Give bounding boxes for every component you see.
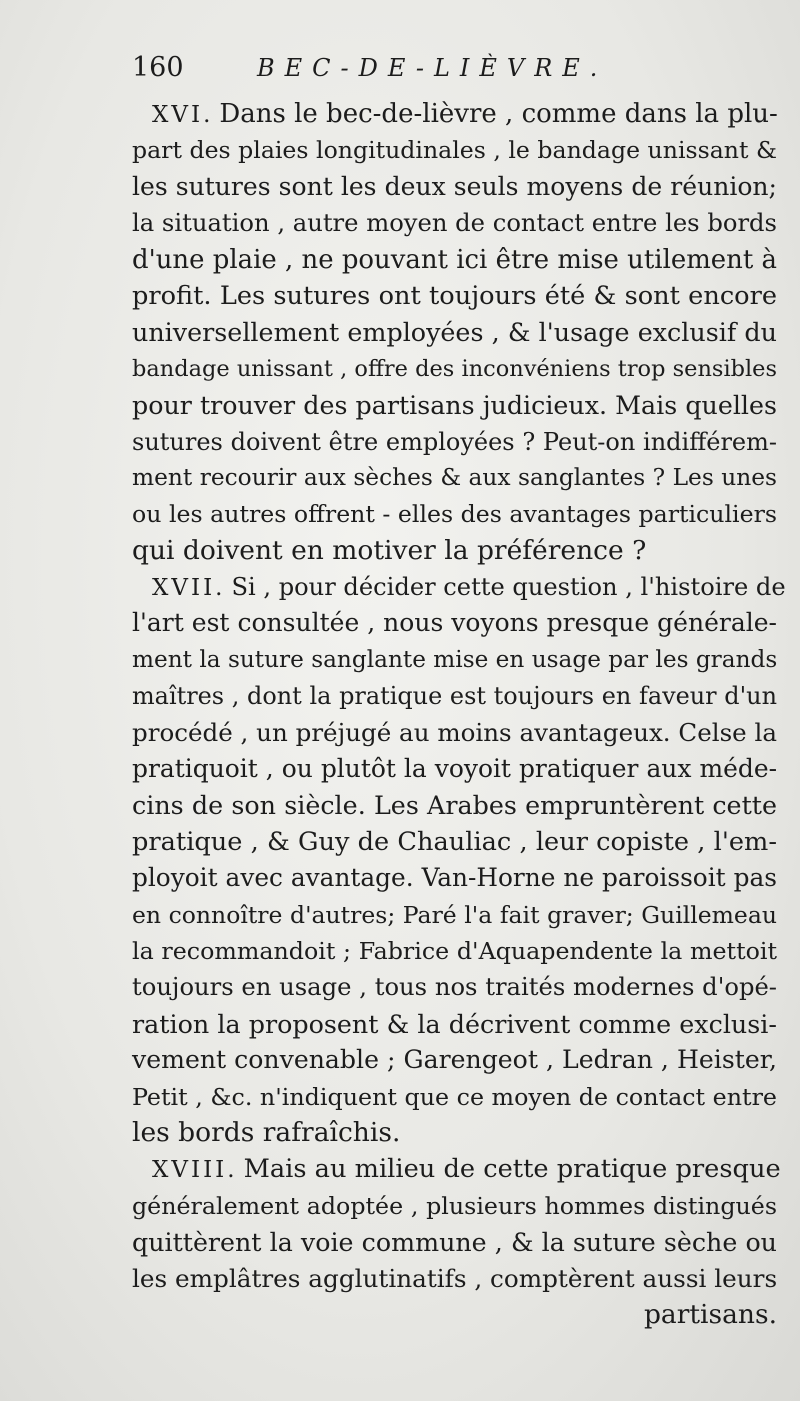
- paragraph-line: [132, 1151, 781, 1187]
- running-head: BEC-DE-LIÈVRE.: [257, 54, 608, 82]
- paragraph-line: universellement employées , & l'usage exclusif du: [132, 317, 777, 348]
- paragraph-line: [132, 96, 777, 132]
- page-header: [132, 52, 772, 96]
- paragraph-line: ou les autres offrent - elles des avantages particuliers: [132, 500, 777, 529]
- paragraph-line: d'une plaie , ne pouvant ici être mise utilement à: [132, 244, 777, 275]
- paragraph-line: procédé , un préjugé au moins avantageux. Celse la: [132, 717, 777, 747]
- paragraph-line: qui doivent en motiver la préférence ?: [132, 534, 647, 566]
- paragraph-line: ployoit avec avantage. Van-Horne ne paroissoit pas: [132, 863, 777, 893]
- body-text: [132, 96, 786, 1333]
- paragraph-line: Petit , &c. n'indiquent que ce moyen de contact entre: [132, 1082, 777, 1111]
- section-number: XVII.: [152, 575, 226, 602]
- paragraph-line: la situation , autre moyen de contact entre les bords: [132, 208, 777, 238]
- paragraph-line: les bords rafraîchis.: [132, 1116, 401, 1148]
- paragraph-line: quittèrent la voie commune , & la suture sèche ou: [132, 1227, 777, 1258]
- line-text: Mais au milieu de cette pratique presque: [243, 1154, 781, 1185]
- paragraph-line: les emplâtres agglutinatifs , comptèrent aussi leurs: [132, 1263, 778, 1293]
- paragraph-line: ment la suture sanglante mise en usage par les grands: [132, 645, 778, 673]
- page-number: 160: [132, 52, 184, 83]
- paragraph-line: cins de son siècle. Les Arabes empruntèrent cette: [132, 790, 777, 821]
- paragraph-line: sutures doivent être employées ? Peut-on indifférem-: [132, 427, 777, 456]
- paragraph-line: [132, 569, 786, 605]
- paragraph-line: part des plaies longitudinales , le bandage unissant &: [132, 136, 777, 165]
- line-text: Si , pour décider cette question , l'histoire de: [231, 573, 786, 602]
- paragraph-line: maîtres , dont la pratique est toujours en faveur d'un: [132, 682, 777, 711]
- catchword: partisans.: [643, 1298, 777, 1330]
- paragraph-line: profit. Les sutures ont toujours été & sont encore: [132, 280, 777, 311]
- paragraph-line: la recommandoit ; Fabrice d'Aquapendente la mettoit: [132, 936, 777, 965]
- line-text: Dans le bec-de-lièvre , comme dans la plu-: [219, 99, 778, 129]
- paragraph-line: l'art est consultée , nous voyons presque générale-: [132, 608, 777, 638]
- paragraph-line: les sutures sont les deux seuls moyens de réunion;: [132, 171, 777, 201]
- paragraph-line: vement convenable ; Garengeot , Ledran , Heister,: [132, 1045, 777, 1075]
- paragraph-line: pratiquoit , ou plutôt la voyoit pratiquer aux méde-: [132, 754, 777, 784]
- paragraph-line: ment recourir aux sèches & aux sanglantes ? Les unes: [132, 463, 777, 491]
- section-number: XVIII.: [152, 1157, 238, 1184]
- paragraph-line: pour trouver des partisans judicieux. Mais quelles: [132, 390, 777, 421]
- section-number: XVI.: [152, 102, 214, 128]
- paragraph-line: toujours en usage , tous nos traités modernes d'opé-: [132, 972, 777, 1002]
- paragraph-line: pratique , & Guy de Chauliac , leur copiste , l'em-: [132, 826, 777, 857]
- paragraph-line: en connoître d'autres; Paré l'a fait graver; Guillemeau: [132, 900, 777, 929]
- paragraph-line: bandage unissant , offre des inconvéniens trop sensibles: [132, 355, 777, 382]
- paragraph-line: généralement adoptée , plusieurs hommes distingués: [132, 1191, 777, 1220]
- paragraph-line: ration la proposent & la décrivent comme exclusi-: [132, 1008, 777, 1039]
